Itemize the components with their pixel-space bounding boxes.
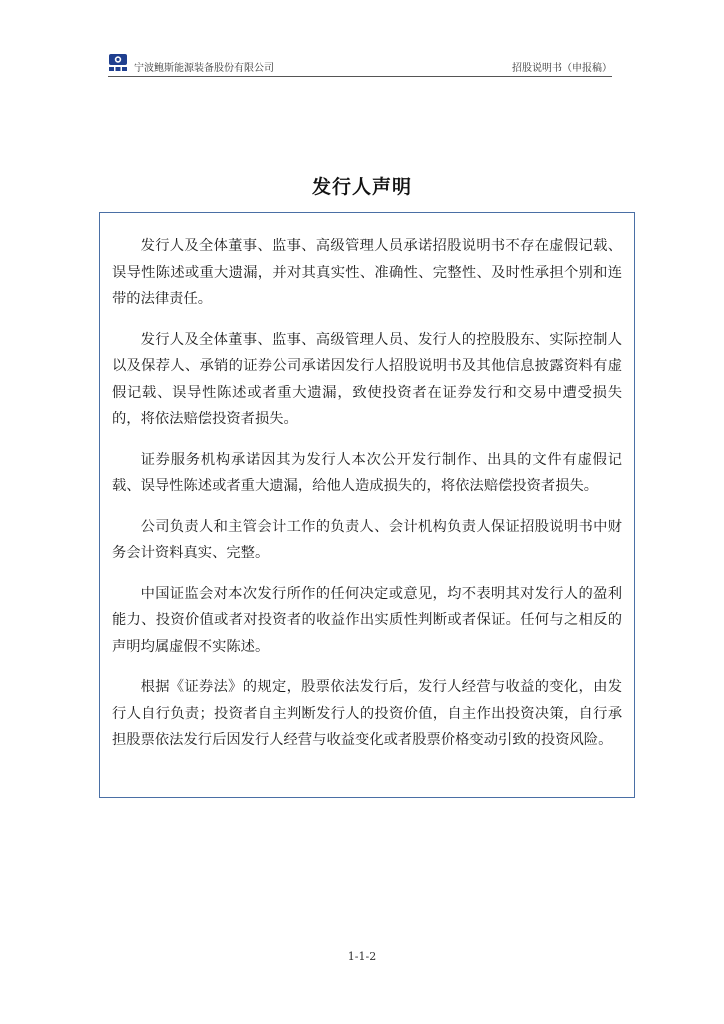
page-title: 发行人声明 — [311, 176, 412, 198]
paragraph: 中国证监会对本次发行所作的任何决定或意见，均不表明其对发行人的盈利能力、投资价值或者对投资者的收益作出实质性判断或者保证。任何与之相反的声明均属虚假不实陈述。 — [112, 585, 622, 655]
document-type: 招股说明书（申报稿） — [512, 63, 612, 74]
page-number: 1-1-2 — [347, 950, 377, 963]
paragraph: 根据《证券法》的规定，股票依法发行后，发行人经营与收益的变化，由发行人自行负责；投资者自主判断发行人的投资价值，自主作出投资决策，自行承担股票依法发行后因发行人经营与收益变化或者股票价格变动引致的投资风险。 — [112, 679, 622, 748]
page-header — [108, 54, 612, 77]
paragraph: 证券服务机构承诺因其为发行人本次公开发行制作、出具的文件有虚假记载、误导性陈述或者重大遗漏，给他人造成损失的，将依法赔偿投资者损失。 — [112, 451, 622, 494]
paragraph: 发行人及全体董事、监事、高级管理人员、发行人的控股股东、实际控制人以及保荐人、承销的证券公司承诺因发行人招股说明书及其他信息披露资料有虚假记载、误导性陈述或者重大遗漏，致使投资者在证券发行和交易中遭受损失的，将依法赔偿投资者损失。 — [112, 331, 622, 427]
paragraph: 公司负责人和主管会计工作的负责人、会计机构负责人保证招股说明书中财务会计资料真实、完整。 — [112, 518, 622, 561]
declaration-box — [99, 212, 635, 798]
company-name: 宁波鲍斯能源装备股份有限公司 — [134, 63, 274, 74]
declaration-text — [112, 233, 622, 768]
paragraph: 发行人及全体董事、监事、高级管理人员承诺招股说明书不存在虚假记载、误导性陈述或重大遗漏，并对其真实性、准确性、完整性、及时性承担个别和连带的法律责任。 — [112, 238, 622, 307]
company-logo-icon — [108, 54, 128, 72]
